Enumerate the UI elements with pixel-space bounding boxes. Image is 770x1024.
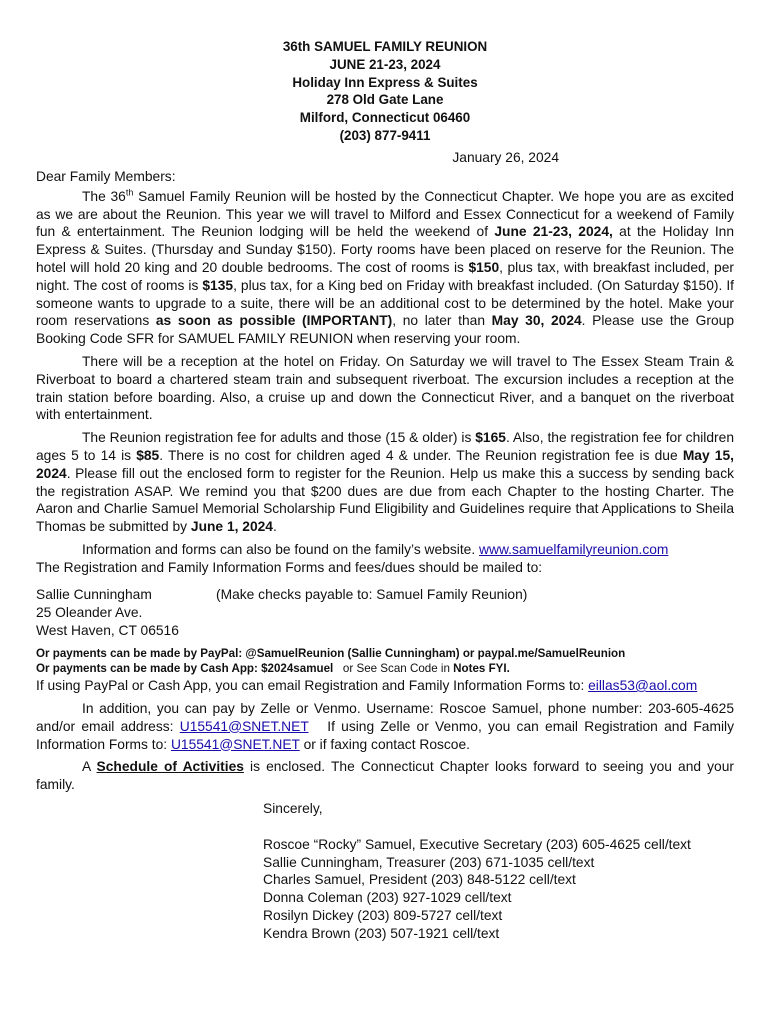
snet-email-link-2[interactable]: U15541@SNET.NET: [170, 736, 300, 752]
paypal-email-note: If using PayPal or Cash App, you can email Registration and Family Information Forms to: eillas53@aol.com: [36, 677, 698, 693]
payment-options: [36, 646, 734, 676]
paragraph-schedule: A Schedule of Activities is enclosed. The Connecticut Chapter looks forward to seeing you and your family.: [36, 759, 734, 793]
signer: Donna Coleman (203) 927-1029 cell/text: [263, 890, 512, 906]
snet-email-link-1[interactable]: U15541@SNET.NET: [179, 718, 309, 734]
letter-date: January 26, 2024: [452, 149, 559, 165]
mailing-address: [36, 586, 734, 640]
website-link[interactable]: www.samuelfamilyreunion.com: [479, 541, 669, 557]
signer: Sallie Cunningham, Treasurer (203) 671-1035 cell/text: [263, 854, 595, 870]
signer: Rosilyn Dickey (203) 809-5727 cell/text: [263, 907, 503, 923]
paypal-line: Or payments can be made by PayPal: @SamuelReunion (Sallie Cunningham) or paypal.me/SamuelReunion: [36, 646, 626, 660]
salutation: Dear Family Members:: [36, 168, 176, 184]
check-payable-note: (Make checks payable to: Samuel Family Reunion): [216, 586, 528, 602]
letter-header: [36, 38, 734, 145]
paragraph-lodging: The 36th Samuel Family Reunion will be hosted by the Connecticut Chapter. We hope you are as excited as we are about the Reunion. This year we will travel to Milford and Essex Connecticut for a weekend of Family fun & entertainment. The Reunion lodging will be held the weekend of June 21-23, 2024, at the Holiday Inn Express & Suites. (Thursday and Sunday $150). Forty rooms have been placed on reserve for the Reunion. The hotel will hold 20 king and 20 double bedrooms. The cost of rooms is $150, plus tax, with breakfast included, per night. The cost of rooms is $135, plus tax, for a King bed on Friday with breakfast included. (On Saturday $150). If someone wants to upgrade to a suite, there will be an additional cost to be determined by the hotel. Make your room reservations as soon as possible (IMPORTANT), no later than May 30, 2024. Please use the Group Booking Code SFR for SAMUEL FAMILY REUNION when reserving your room.: [36, 187, 735, 347]
header-dates: JUNE 21-23, 2024: [329, 56, 441, 72]
paragraph-registration: The Reunion registration fee for adults and those (15 & older) is $165. Also, the registration fee for children ages 5 to 14 is $85. There is no cost for children aged 4 & under. The Reunion registration fee is due May 15, 2024. Please fill out the enclosed form to register for the Reunion. Help us make this a success by sending back the registration ASAP. We remind you that $200 dues are due from each Chapter to the hosting Charter. The Aaron and Charlie Samuel Memorial Scholarship Fund Eligibility and Guidelines require that Applications to Sheila Thomas be submitted by June 1, 2024.: [36, 430, 734, 535]
signers-list: [263, 836, 734, 943]
sincerely: Sincerely,: [263, 800, 323, 816]
paragraph-zelle-venmo: In addition, you can pay by Zelle or Venmo. Username: Roscoe Samuel, phone number: 203-605-4625 and/or email address: U15541@SNET.NET If using Zelle or Venmo, you can email Registration and Family Information Forms to: U15541@SNET.NET or if faxing contact Roscoe.: [36, 700, 738, 752]
paragraph-website: Information and forms can also be found on the family’s website. www.samuelfamilyreunion.com The Registration and Family Information Forms and fees/dues should be mailed to:: [36, 541, 669, 575]
cashapp-line: Or payments can be made by Cash App: $2024samuel or See Scan Code in Notes FYI.: [36, 661, 510, 675]
signer: Roscoe “Rocky” Samuel, Executive Secretary (203) 605-4625 cell/text: [263, 836, 691, 852]
header-street: 278 Old Gate Lane: [326, 92, 444, 108]
header-phone: (203) 877-9411: [339, 127, 431, 143]
address-street: 25 Oleander Ave.: [36, 604, 143, 620]
header-city: Milford, Connecticut 06460: [299, 110, 471, 126]
eillas-email-link[interactable]: eillas53@aol.com: [588, 677, 698, 693]
schedule-of-activities: Schedule of Activities: [96, 759, 244, 775]
signer: Charles Samuel, President (203) 848-5122 cell/text: [263, 872, 576, 888]
header-hotel: Holiday Inn Express & Suites: [292, 74, 478, 90]
paragraph-activities: There will be a reception at the hotel on Friday. On Saturday we will travel to The Essex Steam Train & Riverboat to board a chartered steam train and subsequent riverboat. The excursion includes a reception at the train station before boarding. Also, a cruise up and down the Connecticut River, and a banquet on the riverboat with entertainment.: [36, 353, 734, 423]
letter-closing: [263, 800, 734, 943]
header-title: 36th SAMUEL FAMILY REUNION: [282, 39, 488, 54]
address-name: Sallie Cunningham: [36, 586, 152, 602]
address-city: West Haven, CT 06516: [36, 622, 179, 638]
signer: Kendra Brown (203) 507-1921 cell/text: [263, 925, 500, 941]
